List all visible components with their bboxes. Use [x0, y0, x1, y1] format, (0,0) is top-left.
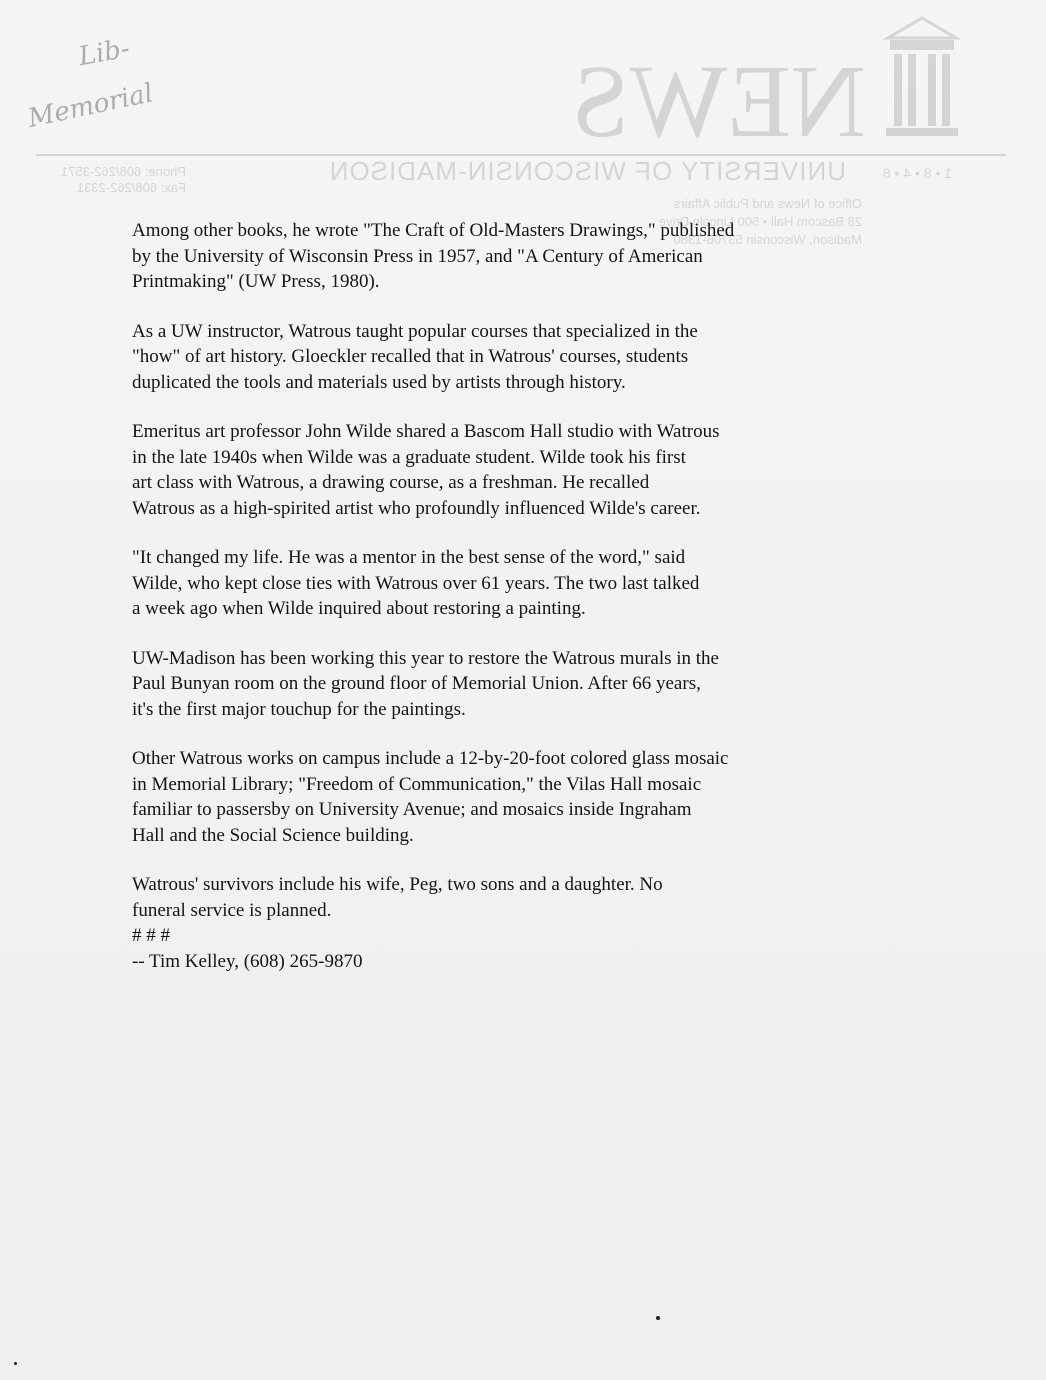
scan-speck [656, 1316, 660, 1320]
end-mark: # # # [132, 925, 170, 946]
svg-text:UNIVERSITY OF WISCONSIN-MADISO: UNIVERSITY OF WISCONSIN-MADISON [328, 156, 846, 186]
paragraph-mosaics: Other Watrous works on campus include a 12-by-20-foot colored glass mosaic in Memorial Library; "Freedom of Communication," the Vilas Hall mosaic familiar to passersby on University Avenue; and mosaics inside Ingraham Hall and the Social Science building. [132, 748, 729, 846]
scan-speck [14, 1362, 17, 1365]
paragraph-wilde-studio: Emeritus art professor John Wilde shared a Bascom Hall studio with Watrous in the late 1940s when Wilde was a graduate student. Wilde took his first art class with Watrous, a drawing course, as a freshman. He recalled Watrous as a high-spirited artist who profoundly influenced Wilde's career. [132, 421, 720, 519]
building-logo-icon [886, 18, 958, 136]
svg-text:Lib-: Lib- [76, 33, 132, 73]
svg-text:Phone: 608/262-3571: Phone: 608/262-3571 [60, 164, 186, 179]
svg-text:Office of News and Public Affa: Office of News and Public Affairs [673, 196, 862, 211]
svg-text:28 Bascom Hall • 500 Lincoln D: 28 Bascom Hall • 500 Lincoln Drive [658, 214, 862, 229]
svg-text:Memorial: Memorial [25, 78, 156, 130]
paragraph-wilde-quote: "It changed my life. He was a mentor in the best sense of the word," said Wilde, who kept close ties with Watrous over 61 years. The two last talked a week ago when Wilde inquired about restoring a painting. [132, 547, 700, 619]
press-release-body [132, 218, 852, 974]
svg-text:NEWS: NEWS [571, 44, 866, 159]
paragraph-books: Among other books, he wrote "The Craft of Old-Masters Drawings," published by the University of Wisconsin Press in 1957, and "A Century of American Printmaking" (UW Press, 1980). [132, 220, 735, 292]
signoff: -- Tim Kelley, (608) 265-9870 [132, 950, 363, 972]
paragraph-murals: UW-Madison has been working this year to restore the Watrous murals in the Paul Bunyan room on the ground floor of Memorial Union. After 66 years, it's the first major touchup for the paintings. [132, 647, 719, 720]
svg-text:1 • 8 • 4 • 8: 1 • 8 • 4 • 8 [882, 165, 952, 181]
handwritten-note [20, 20, 200, 130]
svg-text:Fax: 608/262-2331: Fax: 608/262-2331 [76, 180, 186, 195]
paragraph-instructor: As a UW instructor, Watrous taught popular courses that specialized in the "how" of art history. Gloeckler recalled that in Watrous' courses, students duplicated the tools and materials used by artists through history. [132, 320, 698, 393]
svg-text:Madison, Wisconsin 53706-1380: Madison, Wisconsin 53706-1380 [673, 232, 862, 247]
paragraph-survivors: Watrous' survivors include his wife, Peg, two sons and a daughter. No funeral service is planned. [132, 874, 663, 921]
